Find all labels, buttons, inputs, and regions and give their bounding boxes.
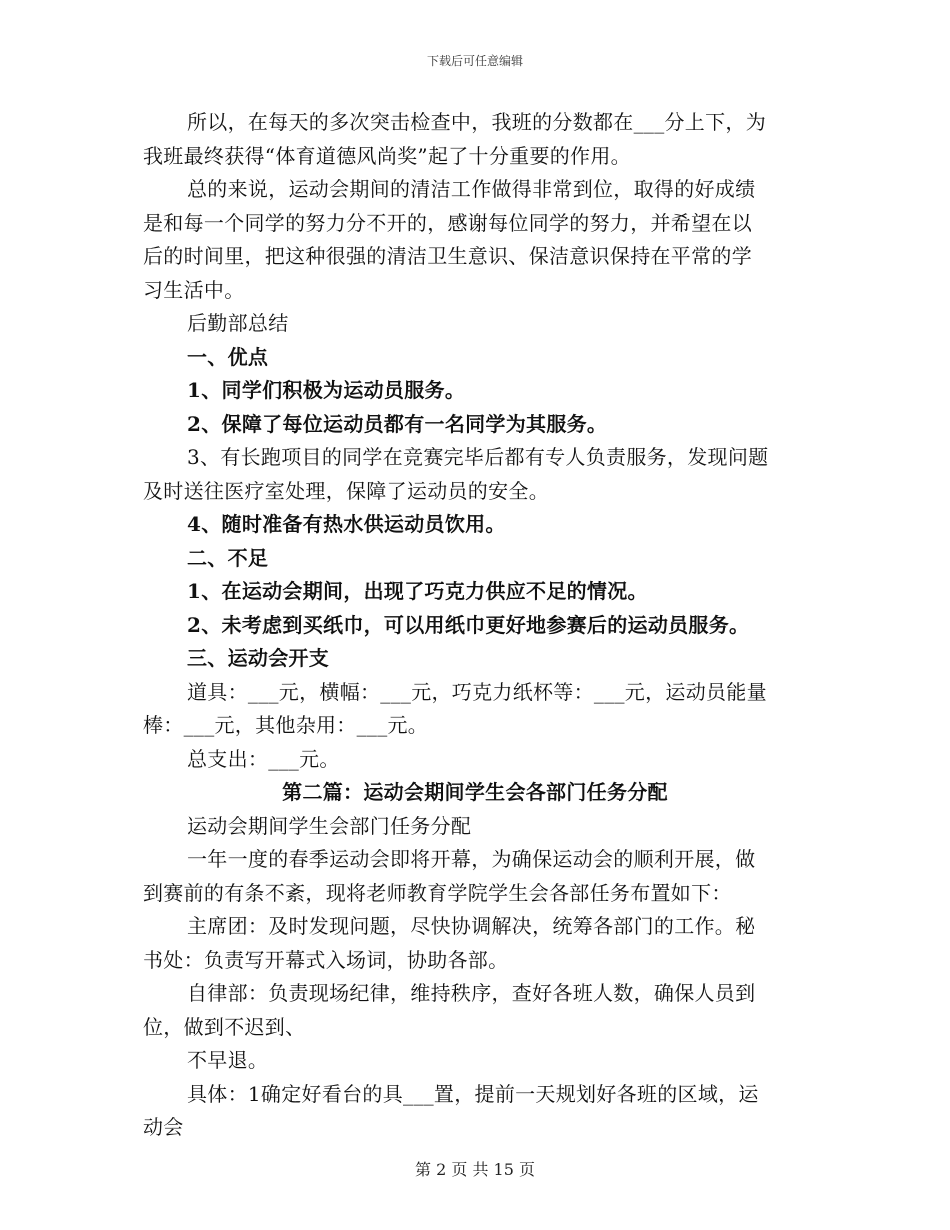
paragraph-line: 动会	[143, 1115, 184, 1139]
paragraph-line: 位，做到不迟到、	[143, 1014, 306, 1039]
document-body	[143, 106, 807, 1145]
subtitle: 运动会期间学生会部门任务分配	[187, 813, 472, 838]
section-title: 后勤部总结	[187, 311, 289, 335]
paragraph-line: 棒：___元，其他杂用：___元。	[143, 713, 429, 737]
paragraph-line: 是和每一个同学的努力分不开的，感谢每位同学的努力，并希望在以	[143, 210, 752, 235]
paragraph-line: 道具：___元，横幅：___元，巧克力纸杯等：___元，运动员能量	[187, 679, 767, 704]
list-item: 2、未考虑到买纸巾，可以用纸巾更好地参赛后的运动员服务。	[187, 612, 750, 637]
paragraph-line: 主席团：及时发现问题，尽快协调解决，统筹各部门的工作。秘	[187, 914, 756, 938]
paragraph-line: 后的时间里，把这种很强的清洁卫生意识、保洁意识保持在平常的学	[143, 244, 752, 268]
page-footer: 第 2 页 共 15 页	[415, 1160, 535, 1179]
paragraph-line: 习生活中。	[143, 277, 245, 302]
paragraph-line: 自律部：负责现场纪律，维持秩序，查好各班人数，确保人员到	[187, 981, 756, 1005]
list-item: 3、有长跑项目的同学在竞赛完毕后都有专人负责服务，发现问题	[187, 445, 769, 469]
paragraph-line: 具体：1确定好看台的具___置，提前一天规划好各班的区域，运	[187, 1081, 759, 1106]
paragraph-line: 所以，在每天的多次突击检查中，我班的分数都在___分上下，为	[187, 110, 766, 134]
paragraph-line: 不早退。	[187, 1048, 269, 1072]
list-item: 4、随时准备有热水供运动员饮用。	[187, 512, 506, 536]
chapter-title: 第二篇：运动会期间学生会各部门任务分配	[282, 780, 668, 804]
paragraph-line: 书处：负责写开幕式入场词，协助各部。	[143, 947, 509, 972]
list-item: 2、保障了每位运动员都有一名同学为其服务。	[187, 411, 608, 436]
heading-expenses: 三、运动会开支	[187, 646, 330, 670]
paragraph-line: 我班最终获得“体育道德风尚奖”起了十分重要的作用。	[143, 143, 631, 168]
heading-shortcomings: 二、不足	[187, 545, 269, 570]
paragraph-line: 总支出：___元。	[187, 746, 340, 771]
paragraph-line: 一年一度的春季运动会即将开幕，为确保运动会的顺利开展，做	[187, 847, 756, 871]
list-item: 1、在运动会期间，出现了巧克力供应不足的情况。	[187, 579, 648, 603]
paragraph-line: 及时送往医疗室处理，保障了运动员的安全。	[143, 478, 549, 503]
paragraph-line: 总的来说，运动会期间的清洁工作做得非常到位，取得的好成绩	[187, 177, 756, 201]
list-item: 1、同学们积极为运动员服务。	[187, 378, 466, 402]
page-header: 下载后可任意编辑	[426, 54, 523, 68]
heading-advantages: 一、优点	[187, 344, 269, 369]
paragraph-line: 到赛前的有条不紊，现将老师教育学院学生会各部任务布置如下：	[143, 880, 732, 905]
